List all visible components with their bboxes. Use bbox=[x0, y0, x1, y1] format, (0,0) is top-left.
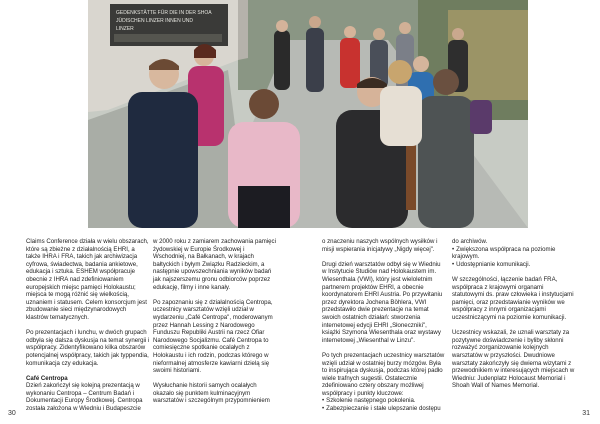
page-number-right: 31 bbox=[582, 410, 590, 417]
list-item: • Szkolenie następnego pokolenia. bbox=[322, 397, 446, 405]
plaque-line-3: LINZER bbox=[116, 26, 134, 32]
section-heading: Café Centropa bbox=[26, 374, 68, 382]
text-column-1 bbox=[26, 238, 150, 413]
paragraph: Drugi dzień warsztatów odbył się w Wiedniu w Instytucie Studiów nad Holokaustem im. Wiesenthala (VWI), który jest wieloletnim partnerem projektów EHRI, a obecnie koordynatorem EHRI Austria. Po przywitaniu przez dyrektora Jochena Böhlera, VWI przedstawiło dwie prezentacje na temat swoich ostatnich działań: stworzenia internetowej edycji EHRI „Słoneczniki", książki Szymona Wiesenthala oraz wystawy internetowej „Wiesenthal w Linzu". bbox=[322, 260, 443, 344]
paragraph: Dzień zakończył się kolejną prezentacją w wykonaniu Centropa – Centrum Badań i Dokumentacji Europy Środkowej. Centropa została założona w Wiedniu i Budapeszcie bbox=[26, 382, 143, 413]
paragraph: Claims Conference działa w wielu obszarach, które są zbieżne z działalnością EHRI, a także IHRA i FRA, takich jak archiwizacja cyfrowa, świadectwa, badania ankietowe, edukacja i sztuka. ESHEM współpracuje obecnie z IHRA nad zdefiniowaniem europejskich miejsc pamięci Holokaustu; miejsca te mogą różnić się wielkością, uznaniem i statusem. Celem konsorcjum jest zbudowanie sieci międzynarodowych klastrów tematycznych. bbox=[26, 238, 149, 321]
paragraph: Wysłuchanie historii samych ocalałych okazało się punktem kulminacyjnym warsztatów i szczególnym przypomnieniem bbox=[153, 382, 270, 405]
paragraph: Uczestnicy wskazali, że uznali warsztaty za pozytywne doświadczenie i byliby skłonni rozważyć zorganizowanie kolejnych warsztatów w przyszłości. Dwudniowe warsztaty zakończyły się dwiema wizytami z przewodnikiem w interesujących miejscach w Wiedniu: Judenplatz Holocaust Memorial i Shoah Wall of Names Memorial. bbox=[452, 329, 575, 390]
paragraph: do archiwów. bbox=[452, 238, 488, 245]
bullet-list bbox=[322, 397, 446, 412]
paragraph: w 2000 roku z zamiarem zachowania pamięci żydowskiej w Europie Środkowej i Wschodniej, na Bałkanach, w krajach bałtyckich i byłym Związku Radzieckim, a następnie upowszechniania wyników badań jak najszerszemu gronu odbiorców poprzez edukację, filmy i inne kanały. bbox=[153, 238, 276, 291]
list-item: • Udostępnianie komunikacji. bbox=[452, 261, 576, 269]
list-item: • Zabezpieczanie i stałe ulepszanie dostępu bbox=[322, 405, 446, 413]
text-column-2 bbox=[153, 238, 277, 405]
text-column-3 bbox=[322, 238, 446, 413]
paragraph: Po tych prezentacjach uczestnicy warsztatów wzięli udział w ostatniej burzy mózgów. Była to inspirująca dyskusja, podczas której padło wiele trafnych sugestii. Ostatecznie zdefiniowano cztery obszary możliwej współpracy i punkty kluczowe: bbox=[322, 351, 445, 397]
bullet-list bbox=[452, 246, 576, 269]
page-number-left: 30 bbox=[8, 410, 16, 417]
paragraph: Po zapoznaniu się z działalnością Centropa, uczestnicy warsztatów wzięli udział w wydarzeniu „Café Centropa", moderowanym przez Hannah Lessing z Narodowego Funduszu Republiki Austrii na rzecz Ofiar Narodowego Socjalizmu. Café Centropa to comiesięczne spotkanie ocalałych z Holokaustu i ich rodzin, podczas którego w nieformalnej atmosferze kawiarni dzielą się swoimi historiami. bbox=[153, 298, 273, 375]
plaque-line-1: GEDENKSTÄTTE FÜR DIE IN DER SHOA bbox=[116, 10, 212, 16]
memorial-group-photo bbox=[88, 0, 528, 228]
paragraph: o znaczeniu naszych wspólnych wysiłków i misji wspierania inicjatywy „Nigdy więcej". bbox=[322, 238, 438, 253]
plaque-line-2: JÜDISCHEN LINZER INNEN UND bbox=[116, 18, 193, 24]
paragraph: Po prezentacjach i lunchu, w dwóch grupach odbyła się dalsza dyskusja na temat synergii i współpracy. Zidentyfikowano kilka obszarów potencjalnej współpracy, takich jak typpendia, komunikacja czy edukacja. bbox=[26, 329, 150, 367]
paragraph: W szczególności, łączenie badań FRA, współpraca z krajowymi organami statutowymi ds. praw człowieka i instytucjami pamięci, oraz przedstawianie wyników we współpracy z innymi organizacjami uczestniczącymi na poziomie komunikacji. bbox=[452, 275, 574, 321]
list-item: • Zwiększona współpraca na poziomie krajowym. bbox=[452, 246, 576, 261]
text-column-4 bbox=[452, 238, 576, 390]
